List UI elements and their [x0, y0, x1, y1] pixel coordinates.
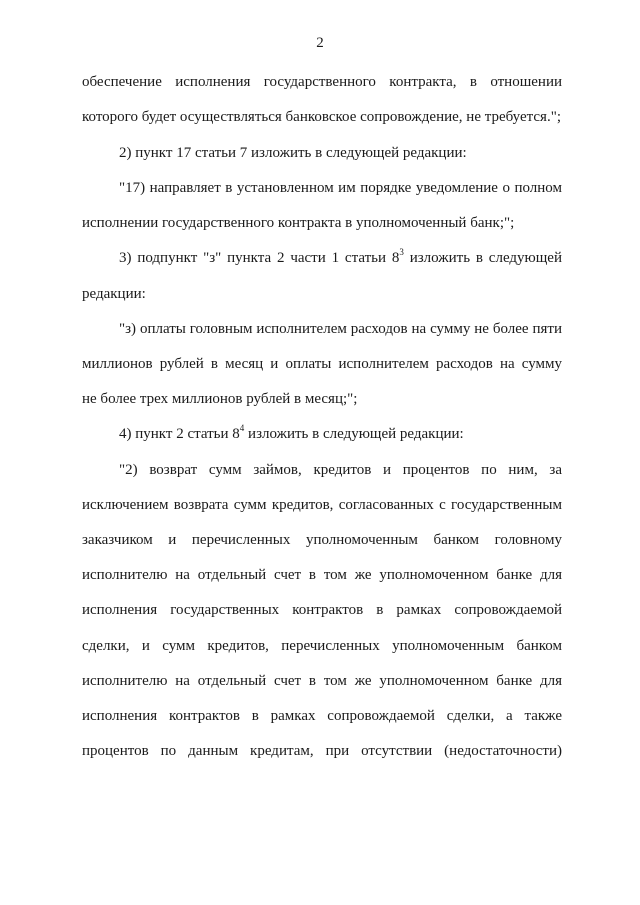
text-line: исполнителю на отдельный счет в том же уполномоченном банке для: [82, 673, 562, 689]
text-line: исполнения государственных контрактов в рамках сопровождаемой: [82, 602, 562, 618]
text-line: 2) пункт 17 статьи 7 изложить в следующей редакции:: [119, 145, 467, 161]
superscript: 4: [239, 423, 245, 433]
text-fragment: изложить в следующей: [403, 250, 562, 266]
text-line: исполнителю на отдельный счет в том же уполномоченном банке для: [82, 567, 562, 583]
text-line: редакции:: [82, 286, 146, 302]
text-line: "2) возврат сумм займов, кредитов и процентов по ним, за: [119, 462, 562, 478]
text-line: исключением возврата сумм кредитов, согласованных с государственным: [82, 497, 562, 513]
text-line: "17) направляет в установленном им порядке уведомление о полном: [119, 180, 562, 196]
text-line: процентов по данным кредитам, при отсутствии (недостаточности): [82, 743, 562, 759]
text-line: заказчиком и перечисленных уполномоченным банком головному: [82, 532, 562, 548]
text-fragment: изложить в следующей редакции:: [244, 426, 464, 442]
text-fragment: 3) подпункт "з" пункта 2 части 1 статьи 8: [119, 250, 400, 266]
page-number: 2: [316, 35, 324, 51]
text-line: сделки, и сумм кредитов, перечисленных уполномоченным банком: [82, 638, 562, 654]
text-line: [119, 424, 562, 444]
text-line: миллионов рублей в месяц и оплаты исполнителем расходов на сумму: [82, 356, 562, 372]
text-line: "з) оплаты головным исполнителем расходов на сумму не более пяти: [119, 321, 562, 337]
text-line: не более трех миллионов рублей в месяц;";: [82, 391, 358, 407]
text-line: которого будет осуществляться банковское сопровождение, не требуется.";: [82, 109, 561, 125]
text-fragment: 4) пункт 2 статьи 8: [119, 426, 240, 442]
text-line: [119, 248, 562, 268]
text-line: обеспечение исполнения государственного контракта, в отношении: [82, 74, 562, 90]
text-line: исполнении государственного контракта в уполномоченный банк;";: [82, 215, 515, 231]
superscript: 3: [399, 247, 404, 257]
text-line: исполнения контрактов в рамках сопровождаемой сделки, а также: [82, 708, 562, 724]
